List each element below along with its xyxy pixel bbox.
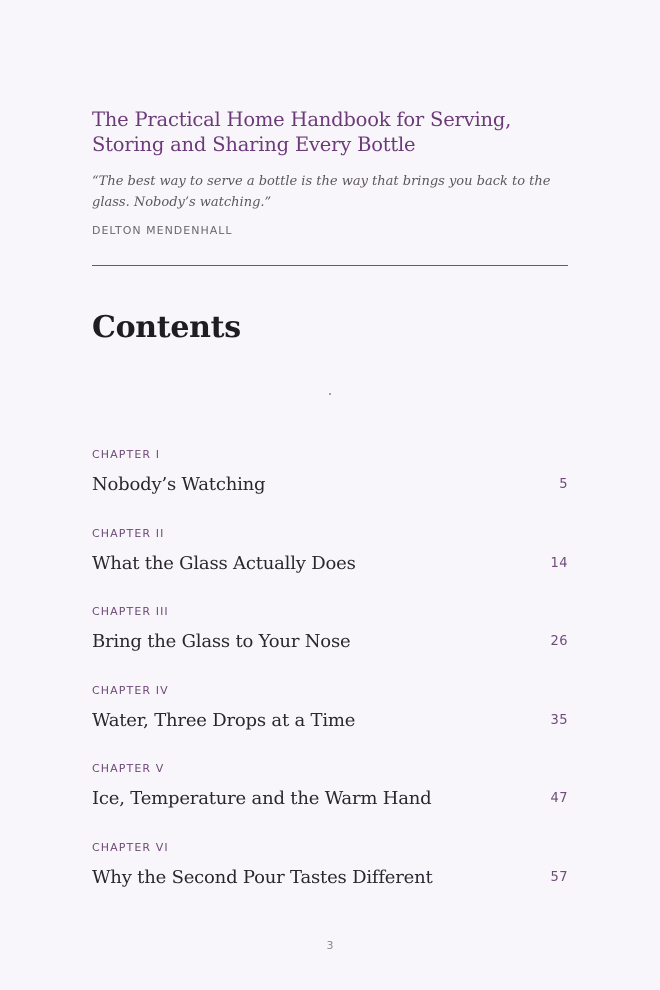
- chapter-label: CHAPTER III: [92, 605, 169, 618]
- chapter-page-number: 26: [550, 634, 568, 649]
- toc-entry[interactable]: [92, 682, 568, 761]
- page-number: 3: [326, 939, 334, 952]
- chapter-label: CHAPTER I: [92, 448, 161, 461]
- chapter-page-number: 5: [559, 477, 568, 492]
- chapter-title: Bring the Glass to Your Nose: [92, 631, 351, 652]
- toc-entry[interactable]: [92, 839, 568, 918]
- epigraph-attribution: DELTON MENDENHALL: [92, 224, 233, 237]
- chapter-title: What the Glass Actually Does: [92, 552, 356, 574]
- ornament-dot: [329, 393, 331, 395]
- book-title: The Practical Home Handbook for Serving, Storing and Sharing Every Bottle: [92, 108, 512, 156]
- chapter-title: Nobody’s Watching: [92, 474, 266, 495]
- divider-rule: [92, 265, 568, 266]
- toc-entry[interactable]: [92, 603, 568, 682]
- toc-entry[interactable]: [92, 446, 568, 525]
- book-page: [92, 0, 568, 990]
- chapter-page-number: 57: [550, 869, 568, 885]
- chapter-title: Ice, Temperature and the Warm Hand: [92, 788, 432, 809]
- chapter-label: CHAPTER V: [92, 762, 165, 775]
- contents-heading: Contents: [92, 310, 241, 345]
- toc-list: [92, 446, 568, 917]
- toc-entry[interactable]: [92, 525, 568, 604]
- chapter-page-number: 14: [550, 555, 568, 571]
- toc-entry[interactable]: [92, 760, 568, 839]
- epigraph-quote: “The best way to serve a bottle is the way that brings you back to the glass. Nobody’s watching.”: [92, 174, 551, 210]
- chapter-label: CHAPTER VI: [92, 840, 169, 854]
- chapter-title: Why the Second Pour Tastes Different: [92, 866, 433, 888]
- chapter-label: CHAPTER IV: [92, 683, 169, 697]
- chapter-page-number: 47: [550, 791, 568, 806]
- chapter-label: CHAPTER II: [92, 526, 165, 540]
- chapter-page-number: 35: [550, 712, 568, 728]
- chapter-title: Water, Three Drops at a Time: [92, 709, 356, 731]
